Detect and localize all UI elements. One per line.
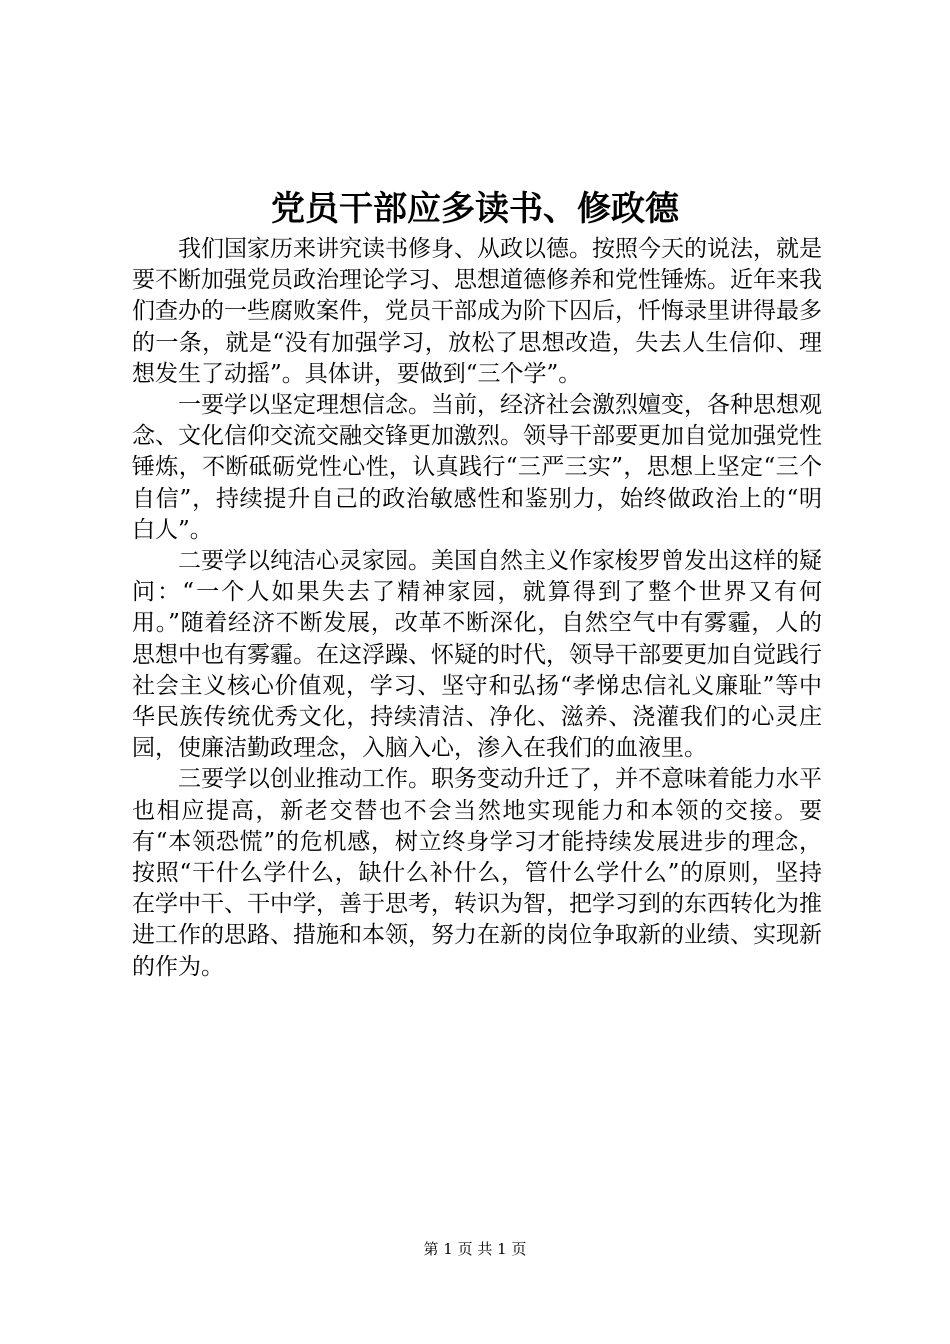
paragraph-intro: 我们国家历来讲究读书修身、从政以德。按照今天的说法，就是要不断加强党员政治理论学习、思想道德修养和党性锤炼。近年来我们查办的一些腐败案件，党员干部成为阶下囚后，忏悔录里讲得最多的一条，就是“没有加强学习，放松了思想改造，失去人生信仰、理想发生了动摇”。具体讲，要做到“三个学”。 [132, 236, 822, 387]
document-body [132, 234, 822, 983]
paragraph-point-three: 三要学以创业推动工作。职务变动升迁了，并不意味着能力水平也相应提高，新老交替也不会当然地实现能力和本领的交接。要有“本领恐慌”的危机感，树立终身学习才能持续发展进步的理念，按照“干什么学什么，缺什么补什么，管什么学什么”的原则，坚持在学中干、干中学，善于思考，转识为智，把学习到的东西转化为推进工作的思路、措施和本领，努力在新的岗位争取新的业绩、实现新的作为。 [132, 766, 822, 980]
document-title: 党员干部应多读书、修政德 [271, 189, 679, 229]
paragraph-point-one: 一要学以坚定理想信念。当前，经济社会激烈嬗变，各种思想观念、文化信仰交流交融交锋更加激烈。领导干部要更加自觉加强党性锤炼，不断砥砺党性心性，认真践行“三严三实”，思想上坚定“三个自信”，持续提升自己的政治敏感性和鉴别力，始终做政治上的“明白人”。 [132, 392, 822, 543]
paragraph-point-two: 二要学以纯洁心灵家园。美国自然主义作家梭罗曾发出这样的疑问：“一个人如果失去了精神家园，就算得到了整个世界又有何用。”随着经济不断发展，改革不断深化，自然空气中有雾霾，人的思想中也有雾霾。在这浮躁、怀疑的时代，领导干部要更加自觉践行社会主义核心价值观，学习、坚守和弘扬“孝悌忠信礼义廉耻”等中华民族传统优秀文化，持续清洁、净化、滋养、浇灌我们的心灵庄园，使廉洁勤政理念，入脑入心，渗入在我们的血液里。 [132, 548, 822, 762]
page-footer: 第 1 页 共 1 页 [423, 1240, 527, 1258]
